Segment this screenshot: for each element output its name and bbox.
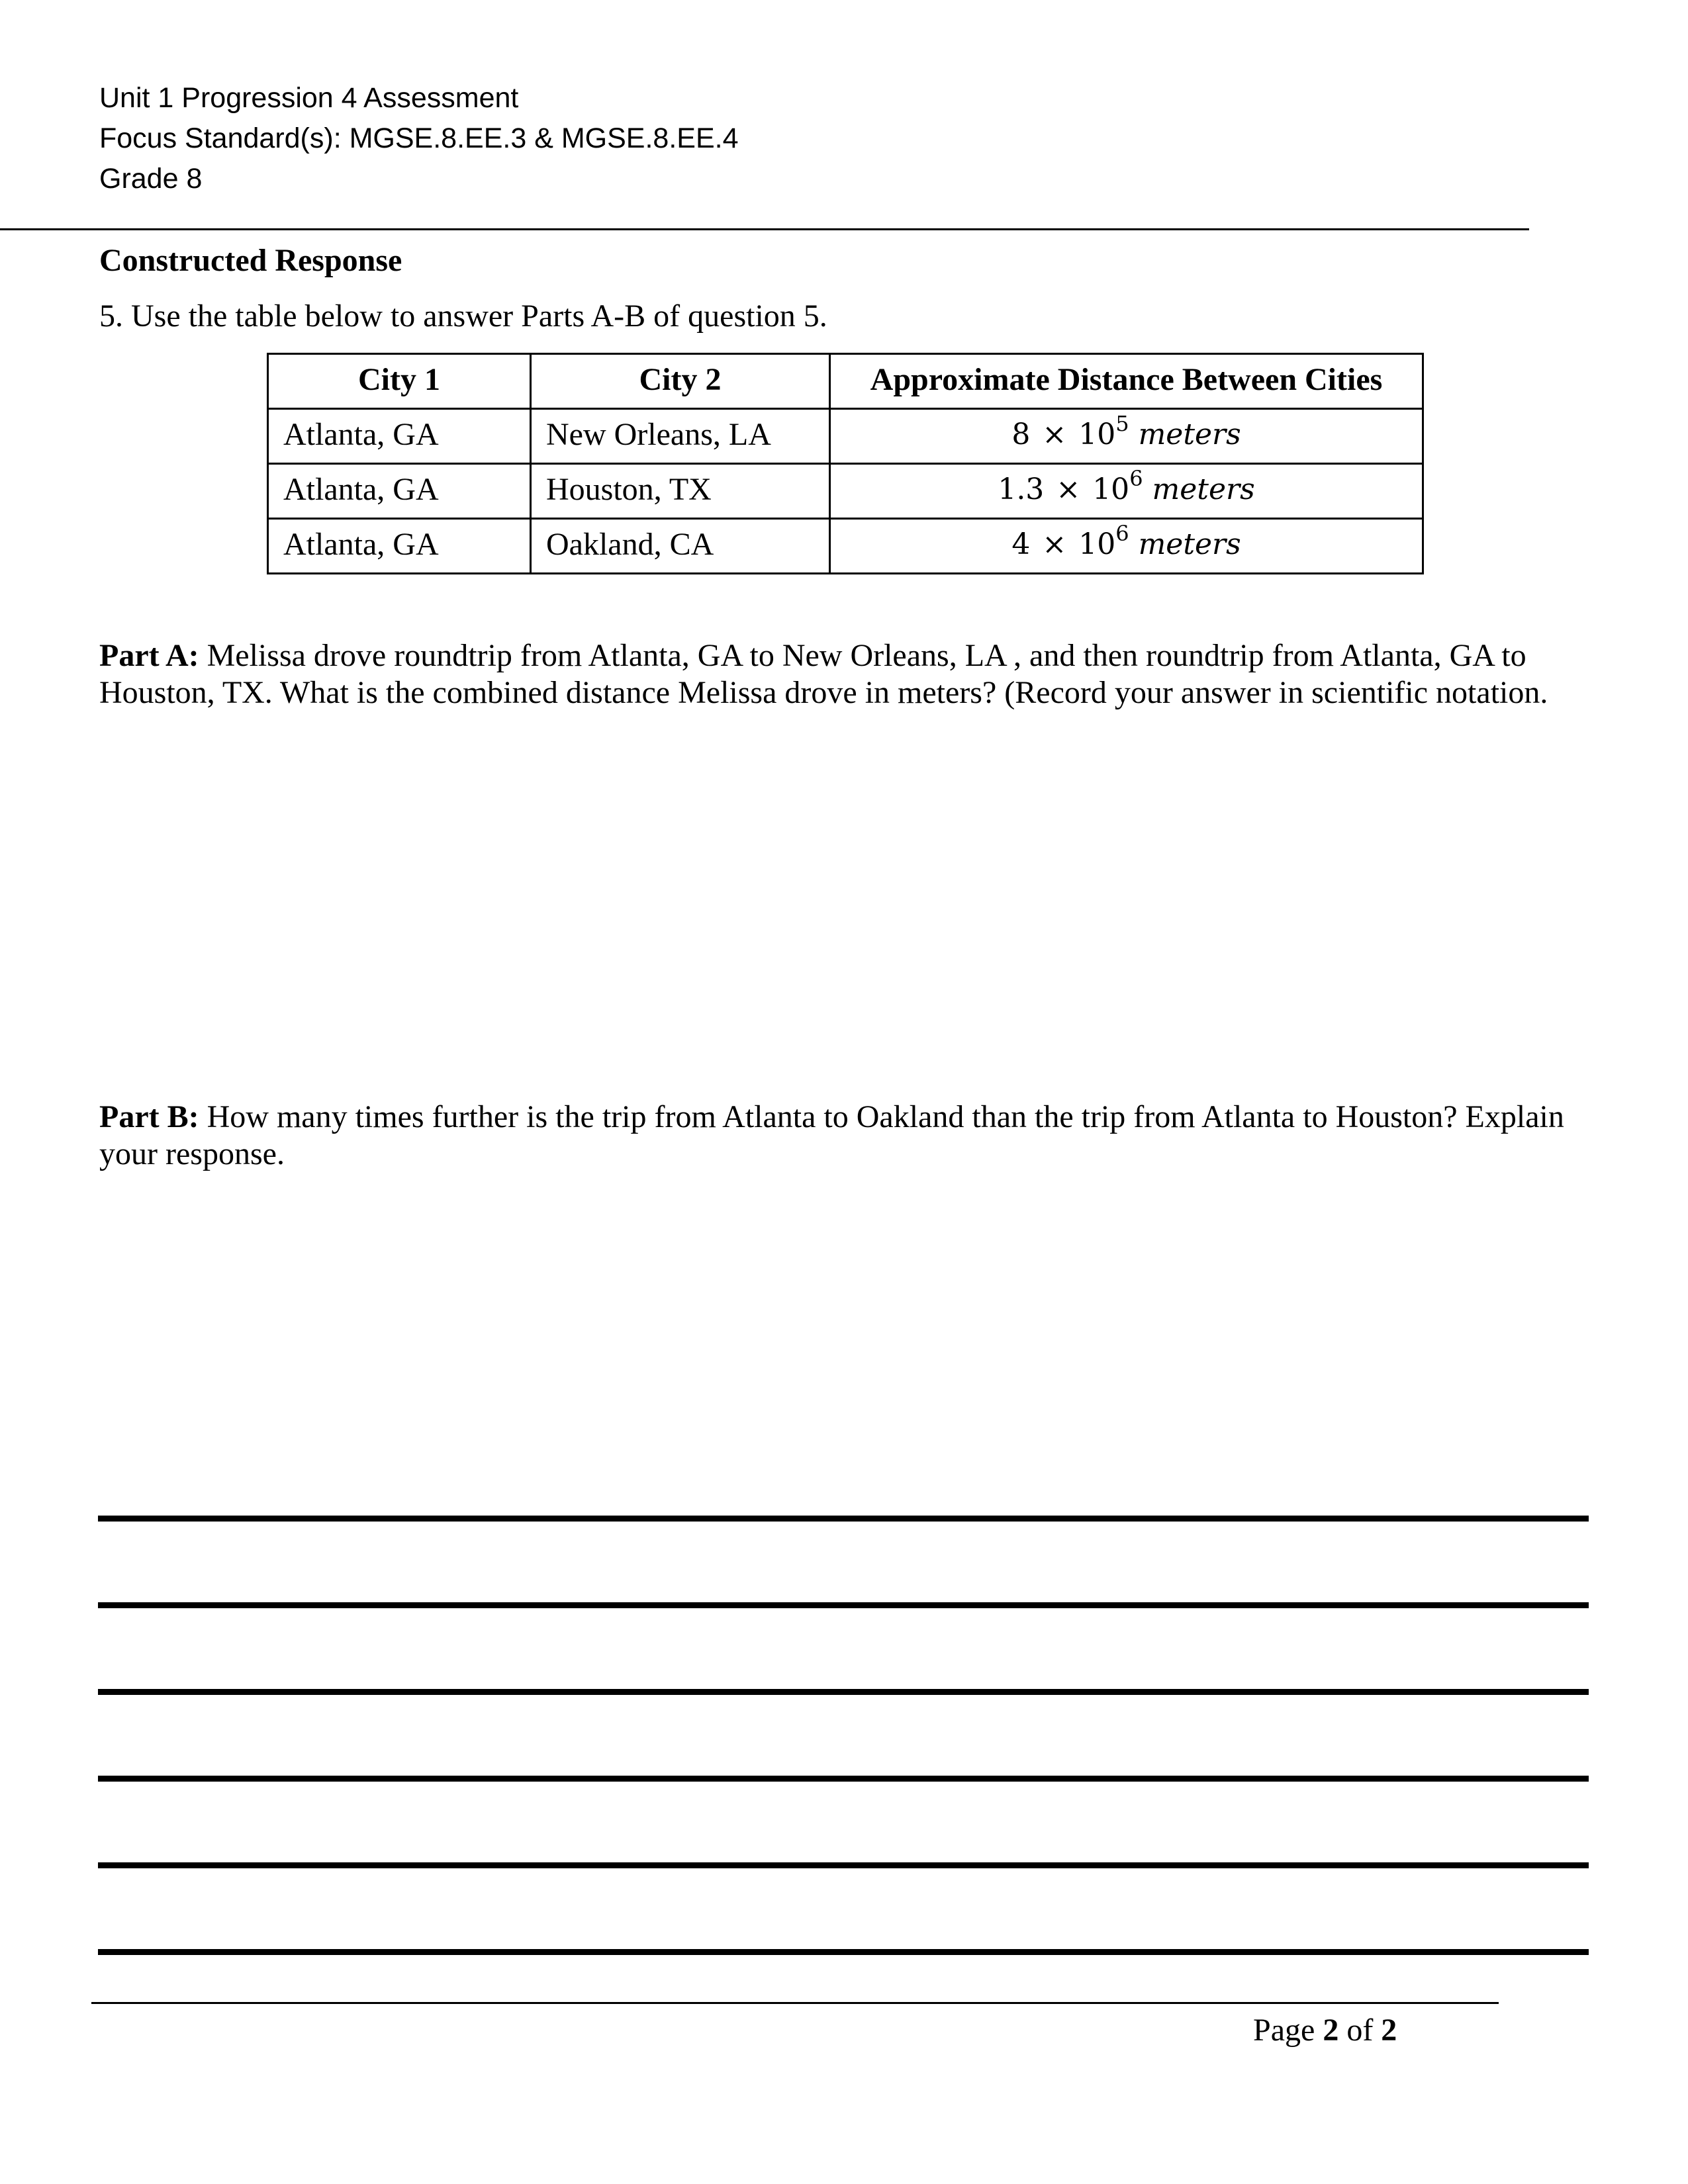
distance-exponent: 6 — [1115, 521, 1129, 546]
distance-coefficient: 8 — [1011, 418, 1031, 451]
part-b-label: Part B: — [99, 1099, 199, 1134]
column-header-city2: City 2 — [531, 354, 830, 409]
answer-line — [98, 1862, 1589, 1868]
cell-city2: Oakland, CA — [531, 519, 830, 574]
answer-line — [98, 1949, 1589, 1955]
distance-exponent: 6 — [1129, 466, 1143, 491]
times-sign: × — [1042, 418, 1067, 451]
question-intro: 5. Use the table below to answer Parts A-B of question 5. — [99, 298, 827, 334]
distance-unit: meters — [1152, 473, 1255, 506]
table-row — [268, 464, 1423, 519]
column-header-city1: City 1 — [268, 354, 531, 409]
distance-base: 10 — [1078, 527, 1116, 561]
focus-standards: Focus Standard(s): MGSE.8.EE.3 & MGSE.8.EE.4 — [99, 122, 739, 154]
cell-distance — [830, 464, 1423, 519]
cell-city1: Atlanta, GA — [268, 464, 531, 519]
table-header-row — [268, 354, 1423, 409]
part-b-text: How many times further is the trip from Atlanta to Oakland than the trip from Atlanta to Houston? Explain your response. — [99, 1099, 1564, 1171]
answer-line — [98, 1776, 1589, 1782]
answer-line — [98, 1689, 1589, 1695]
column-header-distance: Approximate Distance Between Cities — [830, 354, 1423, 409]
answer-line — [98, 1516, 1589, 1522]
answer-line — [98, 1602, 1589, 1608]
cell-distance — [830, 409, 1423, 464]
part-a-prompt — [99, 637, 1575, 711]
table-row — [268, 409, 1423, 464]
table-row — [268, 519, 1423, 574]
cell-city2: New Orleans, LA — [531, 409, 830, 464]
times-sign: × — [1042, 527, 1067, 561]
page-total: 2 — [1381, 2013, 1397, 2048]
unit-title: Unit 1 Progression 4 Assessment — [99, 82, 519, 114]
distance-exponent: 5 — [1115, 411, 1129, 436]
grade-level: Grade 8 — [99, 163, 203, 195]
cell-city1: Atlanta, GA — [268, 409, 531, 464]
cell-city2: Houston, TX — [531, 464, 830, 519]
distance-unit: meters — [1138, 527, 1241, 561]
part-a-text: Melissa drove roundtrip from Atlanta, GA to New Orleans, LA , and then roundtrip from Atlanta, GA to Houston, TX. What is the combined distance Melissa drove in meters? (Record your answer in scientific notation. — [99, 638, 1548, 710]
page-word: Page — [1253, 2013, 1315, 2048]
distance-coefficient: 4 — [1011, 527, 1031, 561]
cell-city1: Atlanta, GA — [268, 519, 531, 574]
answer-lines — [98, 1516, 1589, 2036]
header-divider — [0, 228, 1529, 230]
footer-divider — [91, 2002, 1499, 2004]
distance-coefficient: 1.3 — [998, 473, 1045, 506]
distance-base: 10 — [1078, 418, 1116, 451]
page-header — [99, 78, 738, 199]
section-title: Constructed Response — [99, 243, 402, 278]
page-current: 2 — [1323, 2013, 1339, 2048]
of-word: of — [1346, 2013, 1374, 2048]
cell-distance — [830, 519, 1423, 574]
distance-unit: meters — [1138, 418, 1241, 451]
part-a-label: Part A: — [99, 638, 199, 673]
distance-base: 10 — [1092, 473, 1130, 506]
part-b-prompt — [99, 1099, 1575, 1173]
times-sign: × — [1056, 473, 1081, 506]
distance-table — [267, 353, 1424, 574]
page-number — [1253, 2012, 1397, 2048]
